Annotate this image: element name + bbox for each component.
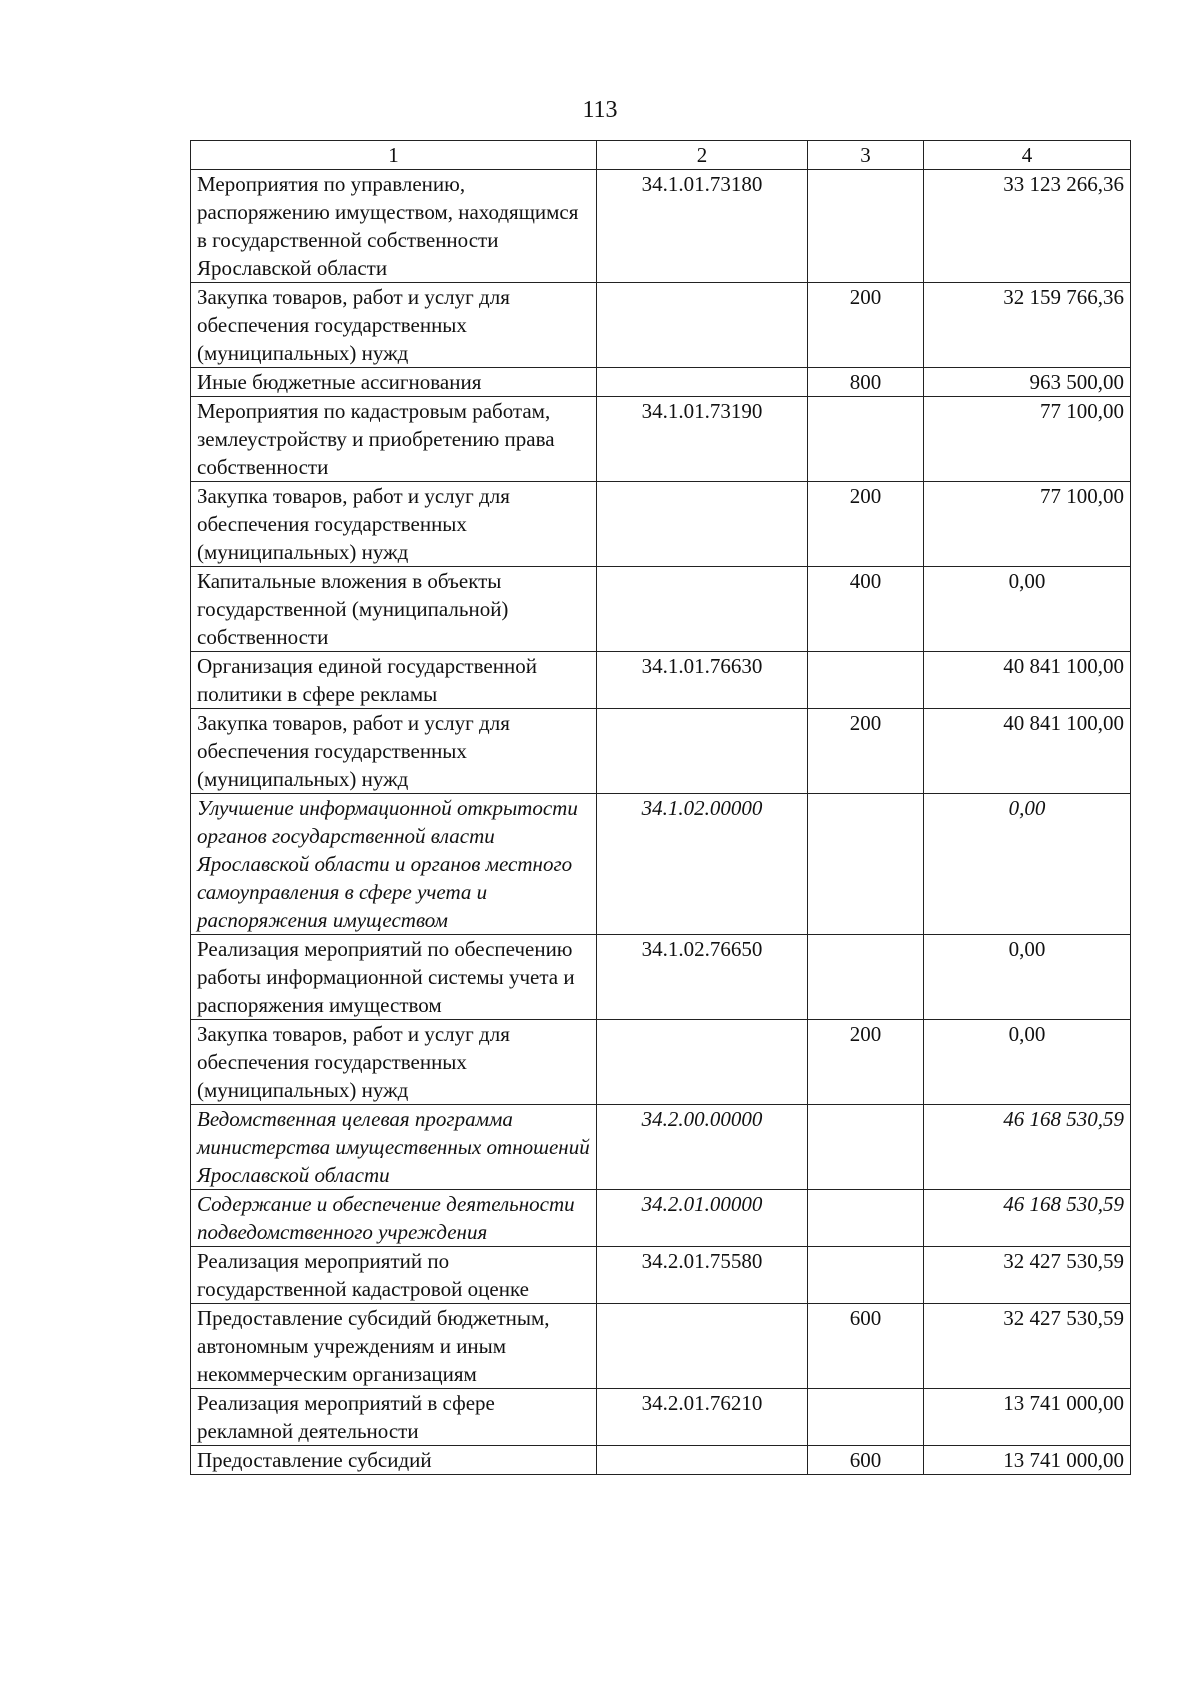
table-row xyxy=(191,482,1131,567)
row-amount-cell: 77 100,00 xyxy=(924,397,1131,482)
row-amount-cell: 46 168 530,59 xyxy=(924,1190,1131,1247)
table-row xyxy=(191,170,1131,283)
row-name-cell: Содержание и обеспечение деятельности подведомственного учреждения xyxy=(191,1190,597,1247)
row-type-cell: 400 xyxy=(808,567,924,652)
row-type-cell: 200 xyxy=(808,283,924,368)
page-number: 113 xyxy=(582,97,618,123)
row-name-cell: Предоставление субсидий xyxy=(191,1446,597,1475)
row-type-cell xyxy=(808,794,924,935)
table-row xyxy=(191,1190,1131,1247)
row-amount-cell: 40 841 100,00 xyxy=(924,652,1131,709)
row-code-cell: 34.1.01.73180 xyxy=(597,170,808,283)
row-amount-cell: 32 427 530,59 xyxy=(924,1304,1131,1389)
row-amount-cell: 0,00 xyxy=(924,935,1131,1020)
row-name-cell: Реализация мероприятий по государственной кадастровой оценке xyxy=(191,1247,597,1304)
row-amount-cell: 33 123 266,36 xyxy=(924,170,1131,283)
row-name-cell: Организация единой государственной политики в сфере рекламы xyxy=(191,652,597,709)
table-row xyxy=(191,1105,1131,1190)
table-row xyxy=(191,1304,1131,1389)
row-code-cell: 34.1.02.00000 xyxy=(597,794,808,935)
table-row xyxy=(191,283,1131,368)
row-type-cell: 200 xyxy=(808,709,924,794)
row-code-cell: 34.1.02.76650 xyxy=(597,935,808,1020)
row-type-cell xyxy=(808,652,924,709)
row-type-cell xyxy=(808,1190,924,1247)
row-code-cell xyxy=(597,709,808,794)
row-name-cell: Закупка товаров, работ и услуг для обеспечения государственных (муниципальных) нужд xyxy=(191,482,597,567)
column-header-1: 1 xyxy=(191,141,597,170)
row-type-cell: 200 xyxy=(808,482,924,567)
table-row xyxy=(191,935,1131,1020)
table-row xyxy=(191,368,1131,397)
row-amount-cell: 0,00 xyxy=(924,1020,1131,1105)
row-type-cell: 600 xyxy=(808,1446,924,1475)
row-name-cell: Капитальные вложения в объекты государственной (муниципальной) собственности xyxy=(191,567,597,652)
table-row xyxy=(191,567,1131,652)
row-code-cell: 34.1.01.73190 xyxy=(597,397,808,482)
row-name-cell: Мероприятия по управлению, распоряжению имуществом, находящимся в государственной собственности Ярославской области xyxy=(191,170,597,283)
table-body xyxy=(191,170,1131,1475)
row-code-cell xyxy=(597,567,808,652)
row-name-cell: Реализация мероприятий в сфере рекламной деятельности xyxy=(191,1389,597,1446)
row-name-cell: Улучшение информационной открытости органов государственной власти Ярославской области и органов местного самоуправления в сфере учета и распоряжения имуществом xyxy=(191,794,597,935)
column-header-4: 4 xyxy=(924,141,1131,170)
row-type-cell xyxy=(808,170,924,283)
row-type-cell: 600 xyxy=(808,1304,924,1389)
row-type-cell xyxy=(808,1247,924,1304)
row-code-cell xyxy=(597,283,808,368)
row-amount-cell: 13 741 000,00 xyxy=(924,1446,1131,1475)
row-type-cell: 200 xyxy=(808,1020,924,1105)
row-code-cell: 34.1.01.76630 xyxy=(597,652,808,709)
row-name-cell: Мероприятия по кадастровым работам, землеустройству и приобретению права собственности xyxy=(191,397,597,482)
row-name-cell: Закупка товаров, работ и услуг для обеспечения государственных (муниципальных) нужд xyxy=(191,709,597,794)
row-code-cell xyxy=(597,482,808,567)
row-type-cell: 800 xyxy=(808,368,924,397)
budget-table xyxy=(190,140,1131,1475)
table-row xyxy=(191,1020,1131,1105)
table-header-row xyxy=(191,141,1131,170)
row-amount-cell: 963 500,00 xyxy=(924,368,1131,397)
row-code-cell xyxy=(597,1020,808,1105)
row-code-cell: 34.2.01.75580 xyxy=(597,1247,808,1304)
row-amount-cell: 0,00 xyxy=(924,794,1131,935)
row-code-cell: 34.2.01.76210 xyxy=(597,1389,808,1446)
row-amount-cell: 0,00 xyxy=(924,567,1131,652)
row-name-cell: Иные бюджетные ассигнования xyxy=(191,368,597,397)
row-name-cell: Предоставление субсидий бюджетным, автономным учреждениям и иным некоммерческим организациям xyxy=(191,1304,597,1389)
row-type-cell xyxy=(808,935,924,1020)
table-row xyxy=(191,709,1131,794)
row-code-cell: 34.2.01.00000 xyxy=(597,1190,808,1247)
table-row xyxy=(191,794,1131,935)
row-name-cell: Закупка товаров, работ и услуг для обеспечения государственных (муниципальных) нужд xyxy=(191,283,597,368)
row-name-cell: Закупка товаров, работ и услуг для обеспечения государственных (муниципальных) нужд xyxy=(191,1020,597,1105)
table-row xyxy=(191,1446,1131,1475)
row-amount-cell: 32 159 766,36 xyxy=(924,283,1131,368)
row-amount-cell: 46 168 530,59 xyxy=(924,1105,1131,1190)
row-name-cell: Реализация мероприятий по обеспечению работы информационной системы учета и распоряжения имуществом xyxy=(191,935,597,1020)
table-row xyxy=(191,652,1131,709)
row-amount-cell: 13 741 000,00 xyxy=(924,1389,1131,1446)
row-type-cell xyxy=(808,1105,924,1190)
row-amount-cell: 32 427 530,59 xyxy=(924,1247,1131,1304)
row-code-cell: 34.2.00.00000 xyxy=(597,1105,808,1190)
table-row xyxy=(191,397,1131,482)
row-name-cell: Ведомственная целевая программа министерства имущественных отношений Ярославской области xyxy=(191,1105,597,1190)
table-row xyxy=(191,1247,1131,1304)
row-type-cell xyxy=(808,397,924,482)
row-type-cell xyxy=(808,1389,924,1446)
row-code-cell xyxy=(597,1446,808,1475)
row-code-cell xyxy=(597,368,808,397)
row-code-cell xyxy=(597,1304,808,1389)
table-row xyxy=(191,1389,1131,1446)
column-header-3: 3 xyxy=(808,141,924,170)
row-amount-cell: 77 100,00 xyxy=(924,482,1131,567)
row-amount-cell: 40 841 100,00 xyxy=(924,709,1131,794)
column-header-2: 2 xyxy=(597,141,808,170)
